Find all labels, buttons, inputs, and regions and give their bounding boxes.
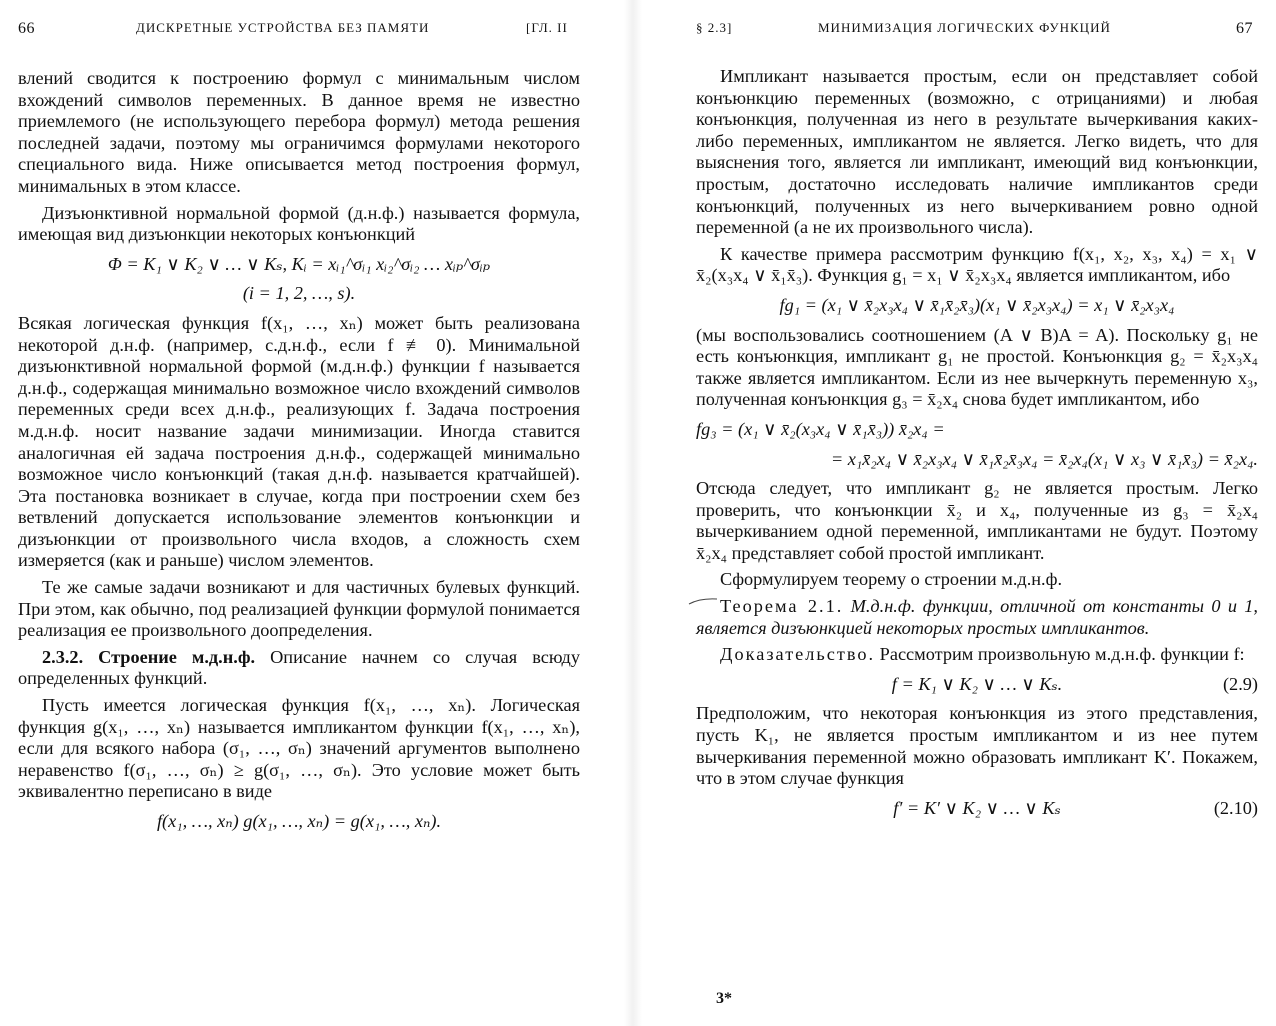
right-section-ref: § 2.3]: [696, 20, 733, 35]
paragraph: влений сводится к построению формул с минимальным числом вхождений символов переменных. В данное время не известно приемлемого (не использующего перебора формул) метода решения последней задачи, поэтому мы ограничимся формулами некоторого специального вида. Ниже описывается метод построения формул, минимальных в этом классе.: [18, 68, 580, 196]
formula-2-10-body: f′ = K′ ∨ K₂ ∨ … ∨ Kₛ: [893, 797, 1061, 818]
paragraph: Отсюда следует, что импликант g₂ не является простым. Легко проверить, что конъюнкции x̄₂ и x₄, полученные из g₃ = x̄₂x₄ вычеркиванием одной переменной, импликантами не будут. Поэтому x̄₂x₄ представляет собой простой импликант.: [696, 478, 1258, 563]
formula-2-10: [696, 798, 1258, 820]
left-running-title: ДИСКРЕТНЫЕ УСТРОЙСТВА БЕЗ ПАМЯТИ: [136, 20, 430, 35]
paragraph: Те же самые задачи возникают и для частичных булевых функций. При этом, как обычно, под реализацией функции формулой понимается реализация ее произвольного доопределения.: [18, 577, 580, 641]
book-gutter: [624, 0, 642, 1026]
pencil-mark-icon: [688, 596, 718, 606]
paragraph: Предположим, что некоторая конъюнкция из этого представления, пусть K₁, не является простым импликантом и из нее путем вычеркивания переменной можно образовать импликант K′. Покажем, что в этом случае функция: [696, 703, 1258, 789]
right-page-header: [696, 20, 1258, 42]
paragraph: Пусть имеется логическая функция f(x₁, …, xₙ). Логическая функция g(x₁, …, xₙ) называется импликантом функции f(x₁, …, xₙ), если для всякого набора (σ₁, …, σₙ) значений аргументов выполнено неравенство f(σ₁, …, σₙ) ≥ g(σ₁, …, σₙ). Это условие может быть эквивалентно переписано в виде: [18, 695, 580, 802]
paragraph: (мы воспользовались соотношением (A ∨ B)A = A). Поскольку g₁ не есть конъюнкция, импликант g₁ не простой. Конъюнкция g₂ = x̄₂x₃x₄ также является импликантом. Если из нее вычеркнуть переменную x₃, полученная конъюнкция g₃ = x̄₂x₄ снова будет импликантом, ибо: [696, 324, 1258, 410]
right-page-body: [696, 66, 1258, 827]
formula-2-9-body: f = K₁ ∨ K₂ ∨ … ∨ Kₛ.: [891, 673, 1063, 694]
formula-implicant-condition: f(x₁, …, xₙ) g(x₁, …, xₙ) = g(x₁, …, xₙ).: [156, 811, 442, 831]
left-chapter-ref: [ГЛ. II: [526, 20, 568, 35]
left-page-number: 66: [18, 20, 35, 37]
signature-mark: 3*: [716, 990, 732, 1007]
right-running-title: МИНИМИЗАЦИЯ ЛОГИЧЕСКИХ ФУНКЦИЙ: [818, 20, 1111, 35]
section-paragraph: [18, 647, 580, 690]
paragraph: Дизъюнктивной нормальной формой (д.н.ф.) называется формула, имеющая вид дизъюнкции некоторых конъюнкций: [18, 202, 580, 245]
left-page-header: [18, 20, 580, 42]
formula-fg1: fg₁ = (x₁ ∨ x̄₂x₃x₄ ∨ x̄₁x̄₂x̄₃)(x₁ ∨ x̄₂x₃x₄) = x₁ ∨ x̄₂x₃x₄: [779, 294, 1175, 315]
theorem: [696, 596, 1258, 639]
proof-text: Рассмотрим произвольную м.д.н.ф. функции f:: [879, 644, 1245, 665]
formula-2-9: [696, 674, 1258, 696]
equation-number: (2.10): [1213, 797, 1258, 818]
section-text: Описание начнем со случая всюду определенных функций.: [18, 646, 581, 689]
proof-paragraph: [696, 644, 1258, 666]
paragraph: К качестве примера рассмотрим функцию f(x₁, x₂, x₃, x₄) = x₁ ∨ x̄₂(x₃x₄ ∨ x̄₁x̄₃). Функция g₁ = x₁ ∨ x̄₂x₃x₄ является импликантом, ибо: [696, 243, 1258, 286]
left-page-body: [18, 68, 580, 841]
right-page: [696, 0, 1258, 1026]
equation-number: (2.9): [1222, 673, 1258, 694]
right-page-number: 67: [1236, 20, 1253, 37]
paragraph: Всякая логическая функция f(x₁, …, xₙ) может быть реализована некоторой д.н.ф. (например, с.д.н.ф., если f ≢ 0). Минимальной дизъюнктивной нормальной формой (м.д.н.ф.) функции f называется д.н.ф., содержащая минимально возможное число вхождений символов переменных среди всех д.н.ф., реализующих f. Задача построения м.д.н.ф. носит название задачи минимизации. Иногда ставится аналогичная ей задача построения д.н.ф., содержащей минимально возможное число конъюнкций (такая д.н.ф. называется кратчайшей). Эта постановка возникает в случае, когда при построении схем без ветвлений допускается использование элементов конъюнкции и дизъюнкции от произвольного числа входов, а сложность схем измеряется (как и раньше) числом элементов.: [18, 312, 580, 571]
formula-dnf: Φ = K₁ ∨ K₂ ∨ … ∨ Kₛ, Kᵢ = xᵢ₁^σᵢ₁ xᵢ₂^σᵢ₂ … xᵢₚ^σᵢₚ: [107, 253, 491, 274]
section-heading: 2.3.2. Строение м.д.н.ф.: [42, 646, 256, 667]
formula-fg3-line2: = x₁x̄₂x₄ ∨ x̄₂x₃x₄ ∨ x̄₁x̄₂x̄₃x₄ = x̄₂x₄(x₁ ∨ x₃ ∨ x̄₁x̄₃) = x̄₂x₄.: [830, 448, 1258, 469]
paragraph: Импликант называется простым, если он представляет собой конъюнкцию переменных (возможно, с отрицаниями) и любая конъюнкция, полученная из него в результате вычеркивания каких-либо переменных, импликантом не является. Легко видеть, что для выяснения того, является ли импликант, имеющий вид конъюнкции, простым, достаточно исследовать наличие импликантов среди конъюнкций, полученных из него вычеркиванием ровно одной переменной (а не их произвольного числа).: [696, 66, 1258, 238]
formula-index-range: (i = 1, 2, …, s).: [242, 283, 356, 304]
theorem-text: М.д.н.ф. функции, отличной от константы 0 и 1, является дизъюнкцией некоторых простых импликантов.: [696, 596, 1259, 638]
theorem-label: Теорема 2.1.: [720, 596, 844, 617]
left-page: [18, 0, 580, 1026]
proof-label: Доказательство.: [720, 644, 876, 665]
formula-fg3-line1: fg₃ = (x₁ ∨ x̄₂(x₃x₄ ∨ x̄₁x̄₃)) x̄₂x₄ =: [696, 418, 945, 439]
paragraph: Сформулируем теорему о строении м.д.н.ф.: [720, 569, 1063, 590]
